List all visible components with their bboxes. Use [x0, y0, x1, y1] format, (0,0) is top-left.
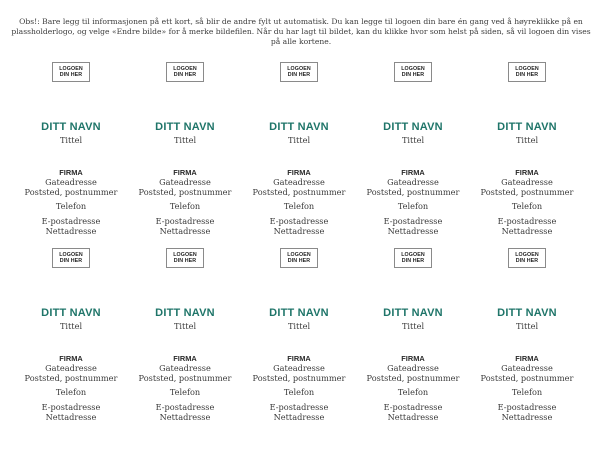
card-phone[interactable]: Telefon — [55, 201, 87, 211]
card-street[interactable]: Gateadresse — [273, 177, 325, 187]
card-postal[interactable]: Poststed, postnummer — [24, 187, 118, 197]
card-postal[interactable]: Poststed, postnummer — [366, 373, 460, 383]
business-card — [15, 62, 127, 242]
card-title[interactable]: Tittel — [59, 135, 83, 145]
card-phone[interactable]: Telefon — [511, 201, 543, 211]
logo-placeholder[interactable]: LOGOEN DIN HER — [394, 248, 432, 268]
card-title[interactable]: Tittel — [515, 321, 539, 331]
business-card — [471, 248, 583, 428]
card-postal[interactable]: Poststed, postnummer — [138, 373, 232, 383]
logo-placeholder[interactable]: LOGOEN DIN HER — [52, 248, 90, 268]
card-phone[interactable]: Telefon — [169, 387, 201, 397]
card-web[interactable]: Nettadresse — [387, 226, 439, 236]
logo-placeholder[interactable]: LOGOEN DIN HER — [508, 62, 546, 82]
logo-placeholder[interactable]: LOGOEN DIN HER — [52, 62, 90, 82]
card-company[interactable]: FIRMA — [59, 354, 83, 363]
card-postal[interactable]: Poststed, postnummer — [480, 373, 574, 383]
card-email[interactable]: E-postadresse — [497, 402, 557, 412]
card-phone[interactable]: Telefon — [283, 387, 315, 397]
card-name[interactable]: DITT NAVN — [155, 121, 215, 133]
card-phone[interactable]: Telefon — [55, 387, 87, 397]
card-name[interactable]: DITT NAVN — [383, 121, 443, 133]
card-email[interactable]: E-postadresse — [497, 216, 557, 226]
instructions-text: Obs!: Bare legg til informasjonen på ett kort, så blir de andre fylt ut automatisk. Du kan legge til logoen din bare én gang ved å høyreklikke på en plassholderlogo, og velge «Endre bilde» for å merke bildefilen. Når du har lagt til bildet, kan du klikke hvor som helst på siden, så vil logoen din vises på alle kortene. — [11, 17, 591, 47]
card-email[interactable]: E-postadresse — [155, 216, 215, 226]
business-card — [243, 248, 355, 428]
card-email[interactable]: E-postadresse — [41, 216, 101, 226]
card-email[interactable]: E-postadresse — [269, 402, 329, 412]
card-company[interactable]: FIRMA — [287, 354, 311, 363]
card-title[interactable]: Tittel — [401, 321, 425, 331]
card-street[interactable]: Gateadresse — [387, 363, 439, 373]
card-name[interactable]: DITT NAVN — [41, 121, 101, 133]
card-postal[interactable]: Poststed, postnummer — [252, 187, 346, 197]
card-name[interactable]: DITT NAVN — [155, 307, 215, 319]
card-web[interactable]: Nettadresse — [501, 226, 553, 236]
card-street[interactable]: Gateadresse — [501, 363, 553, 373]
card-phone[interactable]: Telefon — [511, 387, 543, 397]
card-postal[interactable]: Poststed, postnummer — [24, 373, 118, 383]
card-company[interactable]: FIRMA — [59, 168, 83, 177]
card-postal[interactable]: Poststed, postnummer — [480, 187, 574, 197]
card-name[interactable]: DITT NAVN — [269, 121, 329, 133]
card-web[interactable]: Nettadresse — [159, 226, 211, 236]
logo-placeholder[interactable]: LOGOEN DIN HER — [508, 248, 546, 268]
business-card — [129, 62, 241, 242]
card-company[interactable]: FIRMA — [173, 168, 197, 177]
business-card — [243, 62, 355, 242]
card-title[interactable]: Tittel — [287, 135, 311, 145]
card-web[interactable]: Nettadresse — [45, 226, 97, 236]
card-company[interactable]: FIRMA — [515, 168, 539, 177]
card-phone[interactable]: Telefon — [169, 201, 201, 211]
card-street[interactable]: Gateadresse — [159, 363, 211, 373]
card-title[interactable]: Tittel — [59, 321, 83, 331]
card-email[interactable]: E-postadresse — [155, 402, 215, 412]
card-street[interactable]: Gateadresse — [159, 177, 211, 187]
logo-placeholder[interactable]: LOGOEN DIN HER — [166, 62, 204, 82]
logo-placeholder[interactable]: LOGOEN DIN HER — [280, 62, 318, 82]
business-card — [357, 62, 469, 242]
card-web[interactable]: Nettadresse — [273, 226, 325, 236]
card-web[interactable]: Nettadresse — [45, 412, 97, 422]
card-title[interactable]: Tittel — [401, 135, 425, 145]
card-web[interactable]: Nettadresse — [159, 412, 211, 422]
business-card — [129, 248, 241, 428]
card-company[interactable]: FIRMA — [401, 168, 425, 177]
card-email[interactable]: E-postadresse — [383, 216, 443, 226]
card-street[interactable]: Gateadresse — [501, 177, 553, 187]
card-phone[interactable]: Telefon — [397, 201, 429, 211]
card-web[interactable]: Nettadresse — [501, 412, 553, 422]
card-web[interactable]: Nettadresse — [273, 412, 325, 422]
card-name[interactable]: DITT NAVN — [497, 121, 557, 133]
card-email[interactable]: E-postadresse — [269, 216, 329, 226]
business-card — [357, 248, 469, 428]
card-title[interactable]: Tittel — [173, 321, 197, 331]
business-card — [15, 248, 127, 428]
logo-placeholder[interactable]: LOGOEN DIN HER — [394, 62, 432, 82]
card-company[interactable]: FIRMA — [287, 168, 311, 177]
card-title[interactable]: Tittel — [173, 135, 197, 145]
card-company[interactable]: FIRMA — [173, 354, 197, 363]
card-email[interactable]: E-postadresse — [383, 402, 443, 412]
card-title[interactable]: Tittel — [515, 135, 539, 145]
card-postal[interactable]: Poststed, postnummer — [138, 187, 232, 197]
card-name[interactable]: DITT NAVN — [497, 307, 557, 319]
card-street[interactable]: Gateadresse — [387, 177, 439, 187]
card-company[interactable]: FIRMA — [401, 354, 425, 363]
card-name[interactable]: DITT NAVN — [41, 307, 101, 319]
card-name[interactable]: DITT NAVN — [383, 307, 443, 319]
card-street[interactable]: Gateadresse — [45, 363, 97, 373]
card-postal[interactable]: Poststed, postnummer — [366, 187, 460, 197]
logo-placeholder[interactable]: LOGOEN DIN HER — [166, 248, 204, 268]
card-web[interactable]: Nettadresse — [387, 412, 439, 422]
business-card — [471, 62, 583, 242]
card-street[interactable]: Gateadresse — [45, 177, 97, 187]
card-postal[interactable]: Poststed, postnummer — [252, 373, 346, 383]
card-street[interactable]: Gateadresse — [273, 363, 325, 373]
logo-placeholder[interactable]: LOGOEN DIN HER — [280, 248, 318, 268]
card-company[interactable]: FIRMA — [515, 354, 539, 363]
card-phone[interactable]: Telefon — [397, 387, 429, 397]
card-phone[interactable]: Telefon — [283, 201, 315, 211]
card-email[interactable]: E-postadresse — [41, 402, 101, 412]
card-name[interactable]: DITT NAVN — [269, 307, 329, 319]
card-title[interactable]: Tittel — [287, 321, 311, 331]
